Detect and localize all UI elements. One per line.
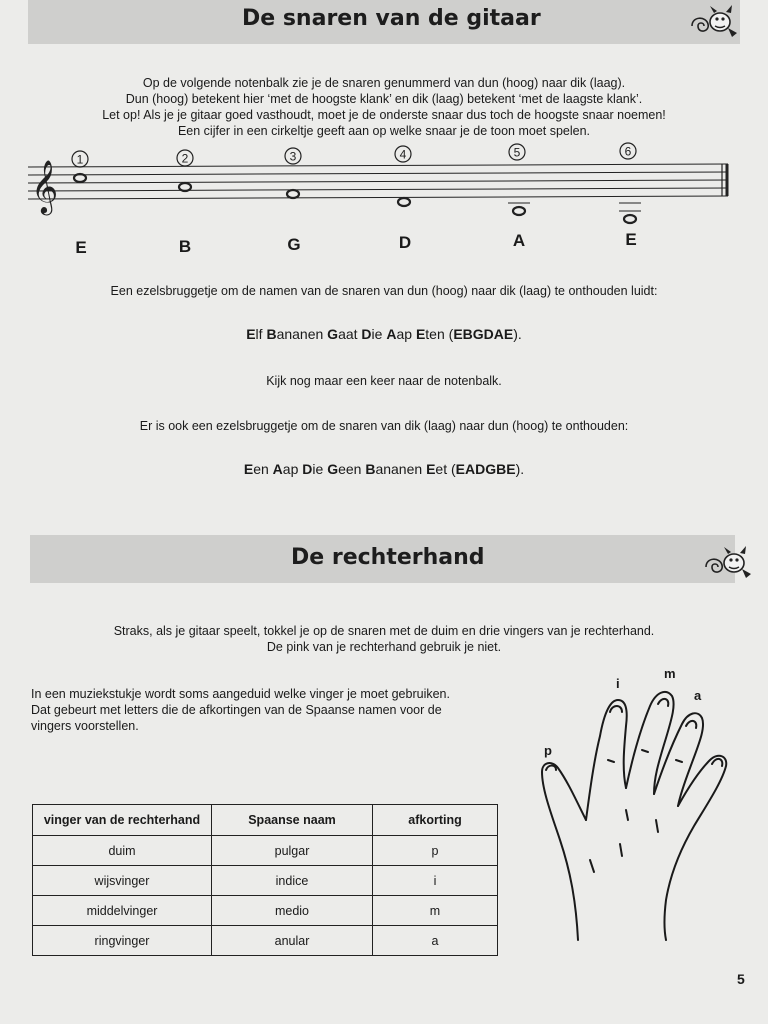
note-name-6: E: [625, 230, 637, 249]
mnemonic-word: Die: [361, 326, 387, 342]
intro-line: Op de volgende notenbalk zie je de snaren genummerd van dun (hoog) naar dik (laag).: [142, 76, 626, 90]
mnemonic-code: EBGDAE: [453, 326, 514, 342]
svg-text:6: 6: [624, 144, 632, 159]
intro-line: Dun (hoog) betekent hier ‘met de hoogste klank’ en dik (laag) betekent ‘met de laagste klank’.: [125, 92, 643, 106]
table-cell: ringvinger: [33, 926, 212, 956]
mnemonic-intro: Een ezelsbruggetje om de namen van de snaren van dun (hoog) naar dik (laag) te onthouden luidt:: [110, 284, 658, 298]
table-cell: middelvinger: [33, 896, 212, 926]
table-row: [33, 896, 498, 926]
page-number: 5: [737, 971, 745, 987]
intro-line: De pink van je rechterhand gebruik je niet.: [266, 640, 502, 654]
mnemonic-word: Eten: [415, 326, 449, 342]
table-cell: duim: [33, 836, 212, 866]
string-number-4: [395, 146, 411, 162]
table-cell: m: [373, 896, 498, 926]
string-number-3: [285, 148, 301, 164]
table-cell: p: [373, 836, 498, 866]
text-line: Dat gebeurt met letters die de afkortingen van de Spaanse namen voor de: [31, 703, 442, 717]
mnemonic-line-1: Elf Bananen Gaat Die Aap Eten (EBGDAE).: [246, 326, 522, 342]
svg-text:3: 3: [289, 149, 297, 164]
note-B: [179, 183, 191, 191]
note-name-2: B: [178, 237, 192, 256]
table-header: vinger van de rechterhand: [33, 805, 212, 836]
svg-text:2: 2: [181, 151, 189, 166]
section1-title: De snaren van de gitaar: [242, 6, 541, 31]
right-hand-illustration: [530, 660, 740, 950]
mnemonic-word: Eet: [426, 461, 451, 477]
string-number-2: [177, 150, 193, 166]
mnemonic-line-2: Een Aap Die Geen Bananen Eet (EADGBE).: [243, 461, 525, 477]
note-name-3: G: [287, 235, 301, 254]
svg-text:4: 4: [399, 147, 407, 162]
hand-label-a: a: [694, 688, 702, 703]
note-D: [398, 198, 410, 206]
intro-line: Straks, als je gitaar speelt, tokkel je op de snaren met de duim en drie vingers van je rechterhand.: [113, 624, 655, 638]
table-header-row: [33, 805, 498, 836]
table-header: afkorting: [373, 805, 498, 836]
table-cell: pulgar: [212, 836, 373, 866]
note-G: [287, 190, 299, 198]
treble-clef-icon: 𝄞: [31, 159, 59, 213]
mnemonic-word: Die: [302, 461, 328, 477]
mnemonic-word: Een: [243, 461, 273, 477]
hand-label-i: i: [616, 676, 620, 691]
intro-line: Let op! Als je je gitaar goed vasthoudt, moet je de onderste snaar dus toch de hoogste snaar noemen!: [102, 108, 666, 122]
string-number-5: [509, 144, 525, 160]
table-cell: i: [373, 866, 498, 896]
mnemonic-word: Aap: [272, 461, 303, 477]
section2-intro: [84, 623, 684, 655]
text-line: vingers voorstellen.: [31, 719, 139, 733]
note-name-4: D: [398, 233, 412, 252]
table-row: [33, 866, 498, 896]
intro-line: Een cijfer in een cirkeltje geeft aan op welke snaar je de toon moet spelen.: [177, 124, 591, 138]
table-row: [33, 926, 498, 956]
note-E-low: [619, 203, 641, 223]
mnemonic-word: Bananen: [365, 461, 427, 477]
note-A: [508, 203, 530, 215]
table-cell: anular: [212, 926, 373, 956]
string-number-1: [72, 151, 88, 167]
mnemonic-word: Gaat: [327, 326, 362, 342]
mnemonic-word: Elf: [246, 326, 267, 342]
table-row: [33, 836, 498, 866]
table-header: Spaanse naam: [212, 805, 373, 836]
mnemonic-word: Aap: [386, 326, 416, 342]
svg-text:1: 1: [76, 152, 84, 167]
staff-lines: [28, 164, 728, 199]
table-cell: wijsvinger: [33, 866, 212, 896]
mnemonic-word: Bananen: [266, 326, 328, 342]
string-number-6: [620, 143, 636, 159]
finger-table: [32, 804, 498, 956]
look-again-text: Kijk nog maar een keer naar de notenbalk.: [266, 374, 502, 388]
svg-text:5: 5: [513, 145, 521, 160]
mnemonic-word: Geen: [327, 461, 366, 477]
table-cell: medio: [212, 896, 373, 926]
mnemonic-code: EADGBE: [455, 461, 516, 477]
hand-label-m: m: [664, 666, 676, 681]
note-name-5: A: [512, 231, 526, 250]
music-staff: [0, 0, 768, 260]
section2-title: De rechterhand: [291, 545, 485, 570]
hand-label-p: p: [544, 743, 552, 758]
note-name-1: E: [75, 238, 87, 257]
table-cell: a: [373, 926, 498, 956]
dragon-icon: [702, 543, 754, 581]
table-cell: indice: [212, 866, 373, 896]
finger-notation-text: [31, 686, 450, 734]
text-line: In een muziekstukje wordt soms aangeduid welke vinger je moet gebruiken.: [31, 687, 450, 701]
mnemonic2-intro: Er is ook een ezelsbruggetje om de snaren van dik (laag) naar dun (hoog) te onthouden:: [139, 419, 629, 433]
